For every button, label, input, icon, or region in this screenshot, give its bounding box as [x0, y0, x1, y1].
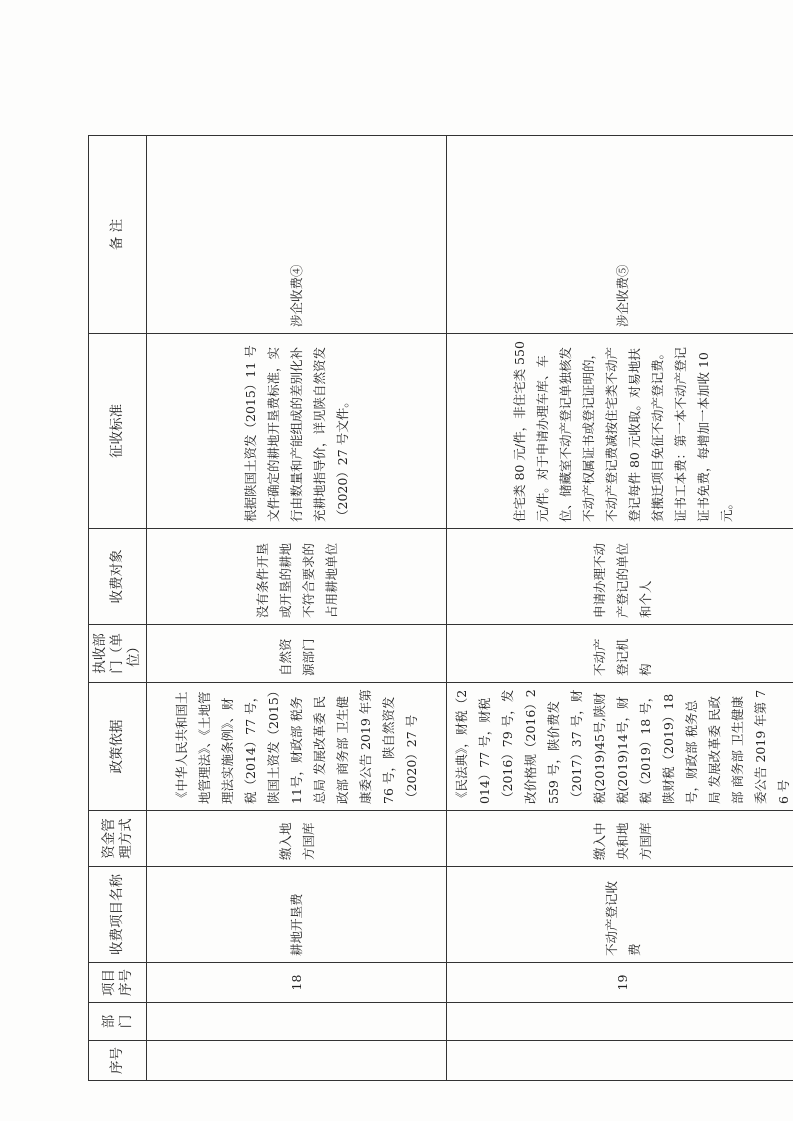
header-seq: 序号 — [89, 1041, 147, 1081]
cell-dept — [447, 1003, 793, 1041]
cell-remark: 涉企收费⑤ — [447, 136, 793, 334]
cell-item-no: 18 — [147, 963, 447, 1003]
cell-fund: 缴入中央和地方国库 — [447, 811, 793, 867]
header-name: 收费项目名称 — [89, 867, 147, 963]
header-dept: 部门 — [89, 1003, 147, 1041]
table-row — [447, 136, 793, 1081]
header-standard: 征收标准 — [89, 334, 147, 529]
cell-seq — [147, 1041, 447, 1081]
header-target: 收费对象 — [89, 529, 147, 625]
cell-standard: 根据陕国土资发（2015）11 号文件确定的耕地开垦费标准，实行由数量和产能组成的差别化补充耕地指导价，详见陕自然资发（2020）27 号文件。 — [147, 334, 447, 529]
cell-target: 申请办理不动产登记的单位和个人 — [447, 529, 793, 625]
cell-unit: 自然资源部门 — [147, 625, 447, 683]
header-fund: 资金管理方式 — [89, 811, 147, 867]
cell-standard: 住宅类 80 元/件，非住宅类 550 元/件。对于申请办理车库、车位、储藏室不动产登记单独核发不动产权属证书或登记证明的，不动产登记费减按住宅类不动产登记每件 80 元收取。对易地扶贫搬迁项目免征不动产登记费。证书工本费：第一本不动产登记证书免费，每增加一本加收 10 元。 — [447, 334, 793, 529]
cell-remark: 涉企收费④ — [147, 136, 447, 334]
fee-table — [88, 135, 793, 1081]
cell-dept — [147, 1003, 447, 1041]
cell-seq — [447, 1041, 793, 1081]
header-policy: 政策依据 — [89, 683, 147, 811]
cell-item-no: 19 — [447, 963, 793, 1003]
cell-policy: 《中华人民共和国土地管理法》、《土地管理法实施条例》、财税（2014）77 号，陕国土资发（2015）11号，财政部 税务总局 发展改革委 民政部 商务部 卫生健康委公告 2019 年第 76 号，陕自然资发（2020）27 号 — [147, 683, 447, 811]
cell-target: 没有条件开垦或开垦的耕地不符合要求的占用耕地单位 — [147, 529, 447, 625]
cell-name: 耕地开垦费 — [147, 867, 447, 963]
cell-policy: 《民法典》，财税（2014）77 号，财税（2016）79 号，发改价格规（2016）2559 号，陕价费发（2017）37 号，财税(2019)45号,陕财税(2019)14号，财税（2019）18 号，陕财税（2019）18 号，财政部 税务总局 发展改革委 民政部 商务部 卫生健康委公告 2019 年第 76 号 — [447, 683, 793, 811]
rotated-table-wrapper — [88, 136, 791, 1081]
cell-name: 不动产登记收费 — [447, 867, 793, 963]
cell-fund: 缴入地方国库 — [147, 811, 447, 867]
header-remark: 备 注 — [89, 136, 147, 334]
cell-unit: 不动产登记机构 — [447, 625, 793, 683]
header-row — [89, 136, 147, 1081]
header-item-no: 项目序号 — [89, 963, 147, 1003]
table-row — [147, 136, 447, 1081]
header-unit: 执收部门（单位） — [89, 625, 147, 683]
